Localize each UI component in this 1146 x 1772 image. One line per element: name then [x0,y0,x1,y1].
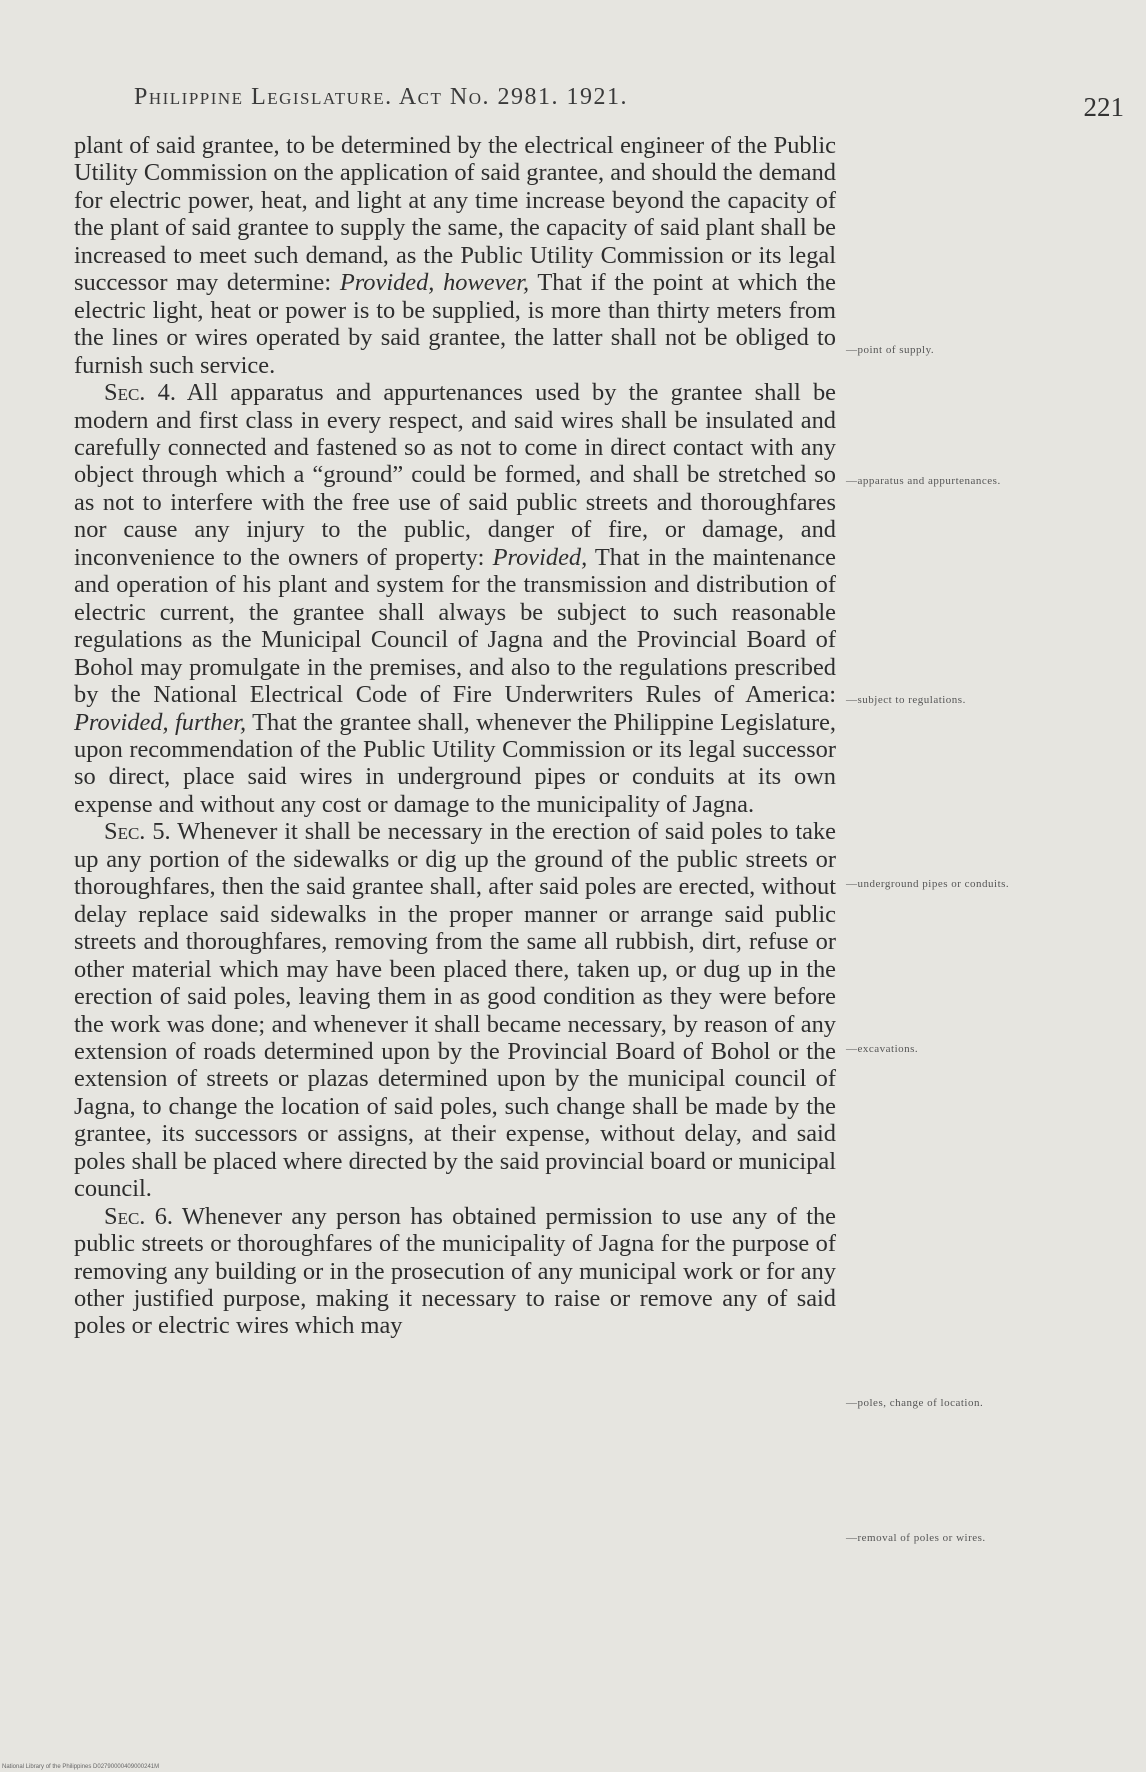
section-5-text: Whenever it shall be necessary in the erection of said poles to take up any portion of the sidewalks or dig up the ground of the public streets or thoroughfares, then the said grantee shall, after said poles are erected, without delay replace said sidewalks in the proper manner or arrange said public streets and thoroughfares, removing from the same all rubbish, dirt, refuse or other material which may have been placed there, taken up, or dug up in the erection of said poles, leaving them in as good condition as they were before the work was done; and whenever it shall became necessary, by reason of any extension of roads determined upon by the Provincial Board of Bohol or the extension of streets or plazas determined upon by the municipal council of Jagna, to change the location of said poles, such change shall be made by the grantee, its successors or assigns, at their expense, without delay, and said poles shall be placed where directed by the said provincial board or municipal council. [74,818,836,1203]
section-6-label: Sec. 6. [104,1202,174,1230]
marginal-note-poles-change: —poles, change of location. [846,1397,984,1409]
marginal-note-removal: —removal of poles or wires. [846,1532,986,1544]
section-5 [74,818,836,1202]
section-4-text-c: That the grantee shall, whenever the Philippine Legislature, upon recommendation of the Public Utility Commission or its legal successor so direct, place said wires in underground pipes or conduits at its own expense and without any cost or damage to the municipality of Jagna. [74,708,837,818]
section-4-proviso-1: Provided, [492,543,588,571]
section-4 [74,379,836,818]
proviso-italic: Provided, however, [339,269,530,297]
marginal-note-point-of-supply: —point of supply. [846,344,935,356]
section-5-label: Sec. 5. [104,818,171,846]
section-6 [74,1203,836,1340]
paragraph-continuation [74,132,836,379]
body-text [74,132,836,1340]
page-number: 221 [1083,92,1124,122]
p1-text: plant of said grantee, to be determined by the electrical engineer of the Public Utility Commission on the application of said grantee, and should the demand for electric power, heat, and light at any time increase beyond the capacity of the plant of said grantee to supply the same, the capacity of said plant shall be increased to meet such demand, as the Public Utility Commission or its legal successor may determine: [74,132,836,297]
marginal-note-regulations: —subject to regulations. [846,694,966,706]
section-4-proviso-2: Provided, further, [74,708,247,736]
section-4-label: Sec. 4. [104,379,176,407]
marginal-note-apparatus: —apparatus and appurtenances. [846,475,1001,487]
scan-source-footer: National Library of the Philippines D02790000409000241M [2,1764,160,1770]
p1-end-text: That if the point at which the electric light, heat or power is to be supplied, is more than thirty meters from the lines or wires operated by said grantee, the latter shall not be obliged to furnish such service. [74,269,837,379]
section-6-text: Whenever any person has obtained permission to use any of the public streets or thoroughfares of the municipality of Jagna for the purpose of removing any building or in the prosecution of any municipal work or for any other justified purpose, making it necessary to raise or remove any of said poles or electric wires which may [74,1202,836,1340]
section-4-text-a: All apparatus and appurtenances used by the grantee shall be modern and first class in every respect, and said wires shall be insulated and carefully connected and fastened so as not to come in direct contact with any object through which a “ground” could be formed, and shall be stretched so as not to interfere with the free use of said public streets and thoroughfares nor cause any injury to the public, danger of fire, or damage, and inconvenience to the owners of property: [74,379,836,571]
running-header: Philippine Legislature. Act No. 2981. 1921. [134,84,629,110]
marginal-note-underground-pipes: —underground pipes or conduits. [846,878,1010,890]
section-4-text-b: That in the maintenance and operation of his plant and system for the transmission and distribution of electric current, the grantee shall always be subject to such reasonable regulations as the Municipal Council of Jagna and the Provincial Board of Bohol may promulgate in the premises, and also to the regulations prescribed by the National Electrical Code of Fire Underwriters Rules of America: [74,543,836,709]
marginal-note-excavations: —excavations. [846,1043,919,1055]
